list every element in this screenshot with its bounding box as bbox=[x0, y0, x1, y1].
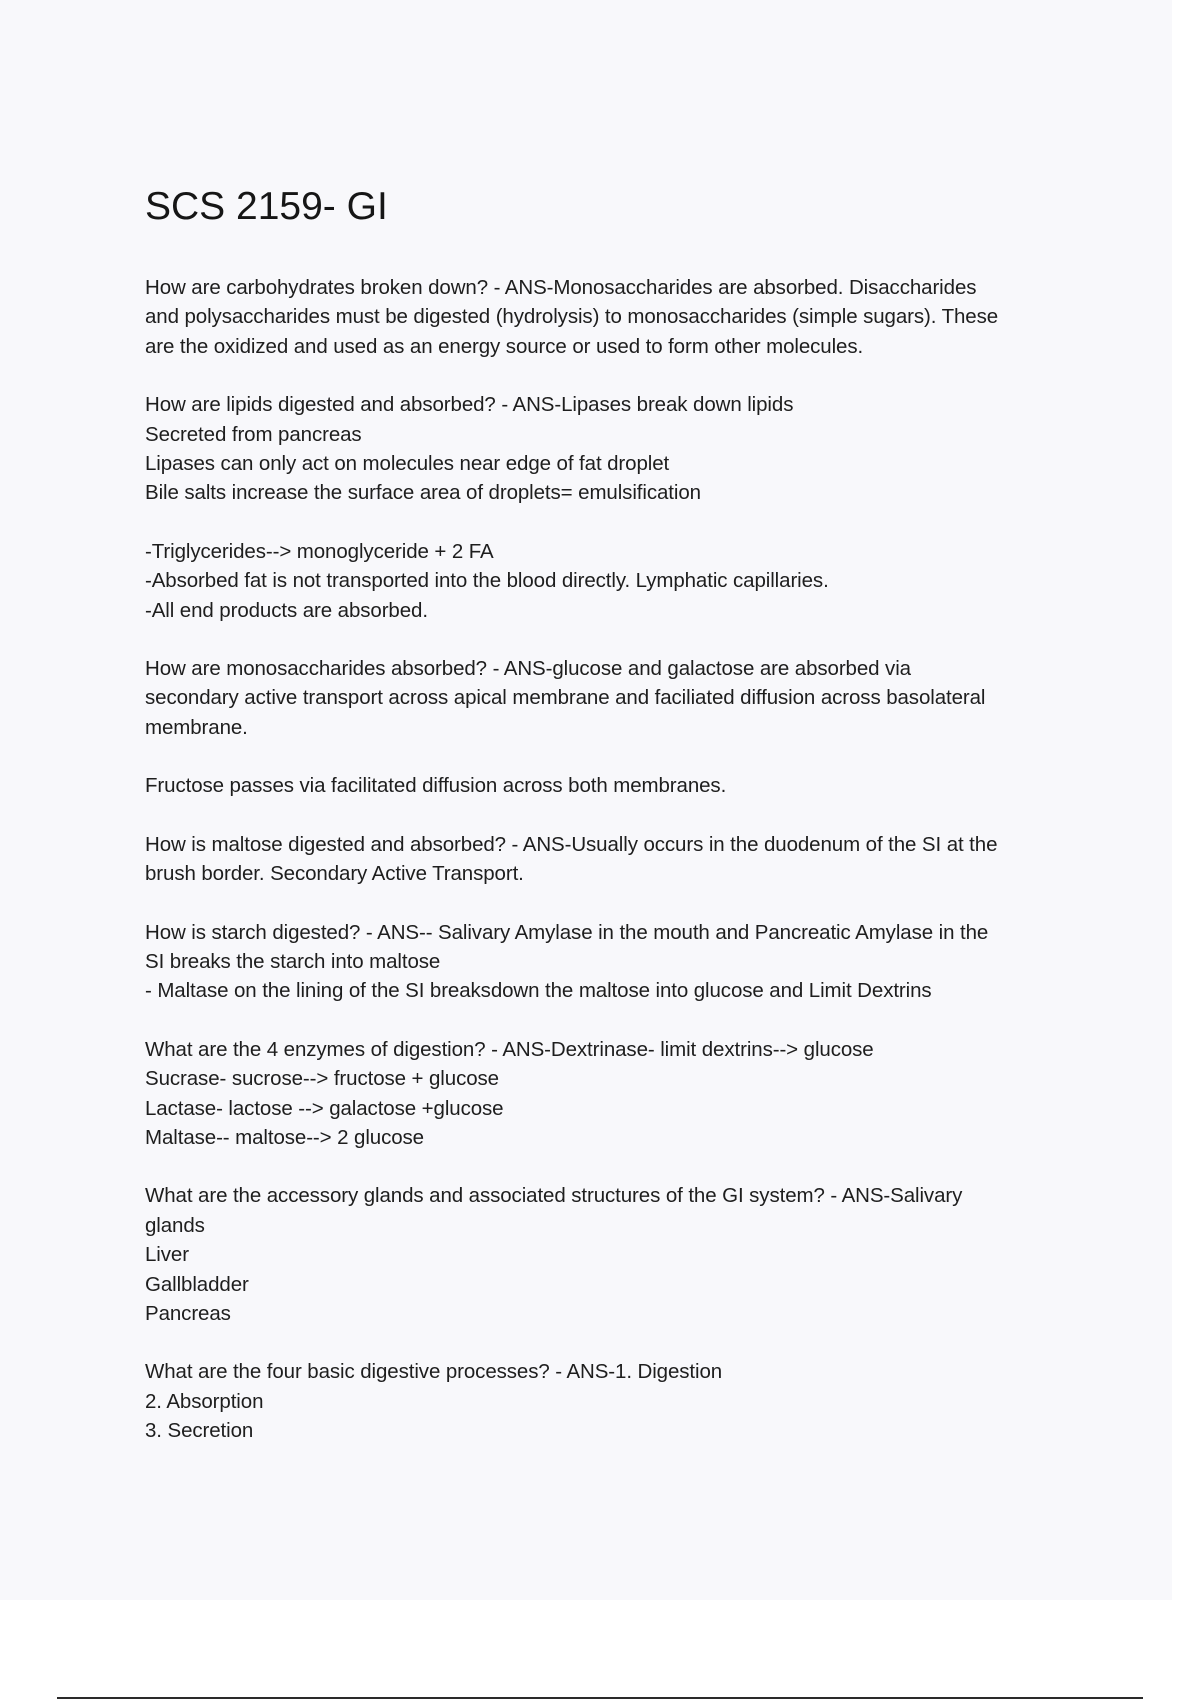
text-line: Pancreas bbox=[145, 1301, 231, 1325]
text-line: -Triglycerides--> monoglyceride + 2 FA bbox=[145, 539, 494, 563]
text-line: Fructose passes via facilitated diffusion across both membranes. bbox=[145, 774, 727, 798]
text-line: secondary active transport across apical membrane and faciliated diffusion across basolateral bbox=[145, 686, 986, 710]
text-line: SI breaks the starch into maltose bbox=[145, 949, 441, 973]
qa-block-digestive-processes bbox=[145, 1357, 1085, 1445]
text-line: -All end products are absorbed. bbox=[145, 598, 428, 622]
text-line: Gallbladder bbox=[145, 1272, 249, 1296]
document-title: SCS 2159- GI bbox=[145, 185, 388, 228]
notes-block-fructose bbox=[145, 771, 1085, 800]
text-line: Maltase-- maltose--> 2 glucose bbox=[145, 1125, 424, 1149]
text-line: -Absorbed fat is not transported into the blood directly. Lymphatic capillaries. bbox=[145, 569, 829, 593]
text-line: 2. Absorption bbox=[145, 1389, 264, 1413]
text-line: brush border. Secondary Active Transport. bbox=[145, 862, 524, 886]
text-line: Lipases can only act on molecules near edge of fat droplet bbox=[145, 452, 670, 476]
text-line: What are the 4 enzymes of digestion? - ANS-Dextrinase- limit dextrins--> glucose bbox=[145, 1037, 874, 1061]
text-line: are the oxidized and used as an energy source or used to form other molecules. bbox=[145, 334, 864, 358]
text-line: membrane. bbox=[145, 715, 248, 739]
text-line: What are the accessory glands and associated structures of the GI system? - ANS-Salivary bbox=[145, 1184, 963, 1208]
text-line: Liver bbox=[145, 1243, 189, 1267]
qa-block-enzymes bbox=[145, 1035, 1085, 1153]
page-divider bbox=[57, 1697, 1143, 1699]
text-line: 3. Secretion bbox=[145, 1419, 254, 1443]
notes-block-triglycerides bbox=[145, 537, 1085, 625]
text-line: How are carbohydrates broken down? - ANS-Monosaccharides are absorbed. Disaccharides bbox=[145, 276, 977, 299]
text-line: How are lipids digested and absorbed? - ANS-Lipases break down lipids bbox=[145, 393, 794, 417]
qa-block-maltose bbox=[145, 830, 1085, 889]
text-line: Sucrase- sucrose--> fructose + glucose bbox=[145, 1067, 499, 1091]
text-line: glands bbox=[145, 1213, 205, 1237]
qa-block-monosaccharides bbox=[145, 654, 1085, 742]
text-line: How are monosaccharides absorbed? - ANS-glucose and galactose are absorbed via bbox=[145, 657, 911, 681]
qa-block-accessory-glands bbox=[145, 1181, 1085, 1328]
text-line: and polysaccharides must be digested (hydrolysis) to monosaccharides (simple sugars). These bbox=[145, 305, 999, 329]
text-line: Bile salts increase the surface area of droplets= emulsification bbox=[145, 481, 701, 505]
qa-block-starch bbox=[145, 918, 1085, 1006]
text-line: Lactase- lactose --> galactose +glucose bbox=[145, 1096, 504, 1120]
text-line: How is maltose digested and absorbed? - ANS-Usually occurs in the duodenum of the SI at the bbox=[145, 832, 998, 856]
qa-block-carbohydrates bbox=[145, 273, 1085, 361]
text-line: What are the four basic digestive processes? - ANS-1. Digestion bbox=[145, 1360, 723, 1384]
document-content bbox=[145, 185, 1085, 1475]
text-line: Secreted from pancreas bbox=[145, 422, 362, 446]
qa-block-lipids bbox=[145, 390, 1085, 508]
text-line: - Maltase on the lining of the SI breaksdown the maltose into glucose and Limit Dextrins bbox=[145, 979, 932, 1003]
text-line: How is starch digested? - ANS-- Salivary Amylase in the mouth and Pancreatic Amylase in the bbox=[145, 920, 989, 944]
